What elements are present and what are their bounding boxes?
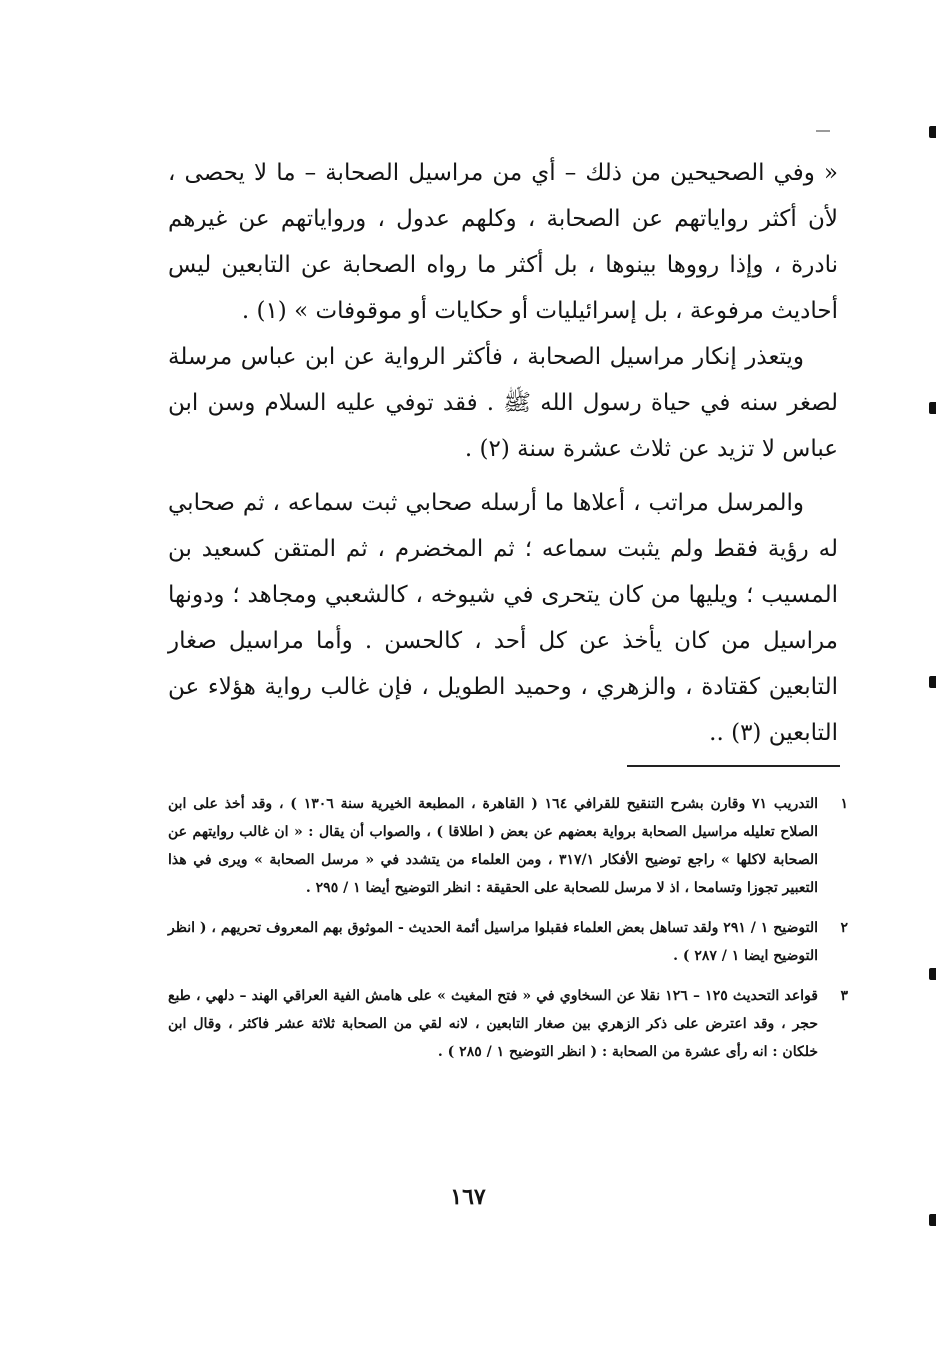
footnote-text: قواعد التحديث ١٢٥ – ١٢٦ نقلا عن السخاوي في « فتح المغيث » على هامش الفية العراقي الهند – دلهي ، طبع حجر ، وقد اعترض على ذكر الزهري بين صغار التابعين ، لانه لقي من الصحابة ثلاثة عشر فاكثر ، وقال ابن خلكان : انه رأى عشرة من الصحابة : ( انظر التوضيح ١ / ٢٨٥ ) . (168, 988, 818, 1060)
main-text (168, 150, 838, 756)
paragraph-1: « وفي الصحيحين من ذلك – أي من مراسيل الصحابة – ما لا يحصى ، لأن أكثر رواياتهم عن الصحابة ، وكلهم عدول ، ورواياتهم عن غيرهم نادرة ، وإذا رووها بينوها ، بل أكثر ما رواه الصحابة عن التابعين ليس أحاديث مرفوعة ، بل إسرائيليات أو حكايات أو موقوفات » (١) . (168, 160, 838, 324)
footnote-1 (168, 790, 848, 902)
edge-mark (929, 126, 936, 138)
edge-mark (929, 968, 936, 980)
paragraph-2: ويتعذر إنكار مراسيل الصحابة ، فأكثر الرواية عن ابن عباس مرسلة لصغر سنه في حياة رسول الله ﷺ . فقد توفي عليه السلام وسن ابن عباس لا تزيد عن ثلاث عشرة سنة (٢) . (168, 344, 838, 462)
footnote-separator (627, 765, 840, 767)
page-number: ١٦٧ (450, 1184, 486, 1210)
footnote-3 (168, 982, 848, 1066)
footnote-text: التوضيح ١ / ٢٩١ ولقد تساهل بعض العلماء فقبلوا مراسيل أئمة الحديث - الموثوق بهم المعروف تحريهم ، ( انظر التوضيح ايضا ١ / ٢٨٧ ) . (168, 920, 818, 964)
footnote-2 (168, 914, 848, 970)
top-tick-mark (816, 130, 830, 132)
paragraph-3: والمرسل مراتب ، أعلاها ما أرسله صحابي ثبت سماعه ، ثم صحابي له رؤية فقط ولم يثبت سماعه ؛ ثم المخضرم ، ثم المتقن كسعيد بن المسيب ؛ ويليها من كان يتحرى في شيوخه ، كالشعبي ومجاهد ؛ ودونها مراسيل من كان يأخذ عن كل أحد ، كالحسن . وأما مراسيل صغار التابعين كقتادة ، والزهري ، وحميد الطويل ، فإن غالب رواية هؤلاء عن التابعين (٣) .. (168, 490, 838, 746)
footnotes (168, 790, 848, 1078)
footnote-text: التدريب ٧١ وقارن بشرح التنقيح للقرافي ١٦٤ ( القاهرة ، المطبعة الخيرية سنة ١٣٠٦ ) ، وقد أخذ على ابن الصلاح تعليله مراسيل الصحابة برواية بعضهم عن بعض ( اطلاقا ) ، والصواب أن يقال : « ان غالب روايتهم عن الصحابة لاكلها » راجع توضيح الأفكار ٣١٧/١ ، ومن العلماء من يتشدد في « مرسل الصحابة » ويرى في هذا التعبير تجوزا وتسامحا ، اذ لا مرسل للصحابة على الحقيقة : انظر التوضيح أيضا ١ / ٢٩٥ . (168, 796, 819, 896)
footnote-number: ٢ (840, 920, 848, 936)
edge-mark (929, 676, 936, 688)
edge-mark (929, 402, 936, 414)
footnote-number: ١ (840, 796, 848, 812)
edge-mark (929, 1214, 936, 1226)
footnote-number: ٣ (840, 988, 848, 1004)
